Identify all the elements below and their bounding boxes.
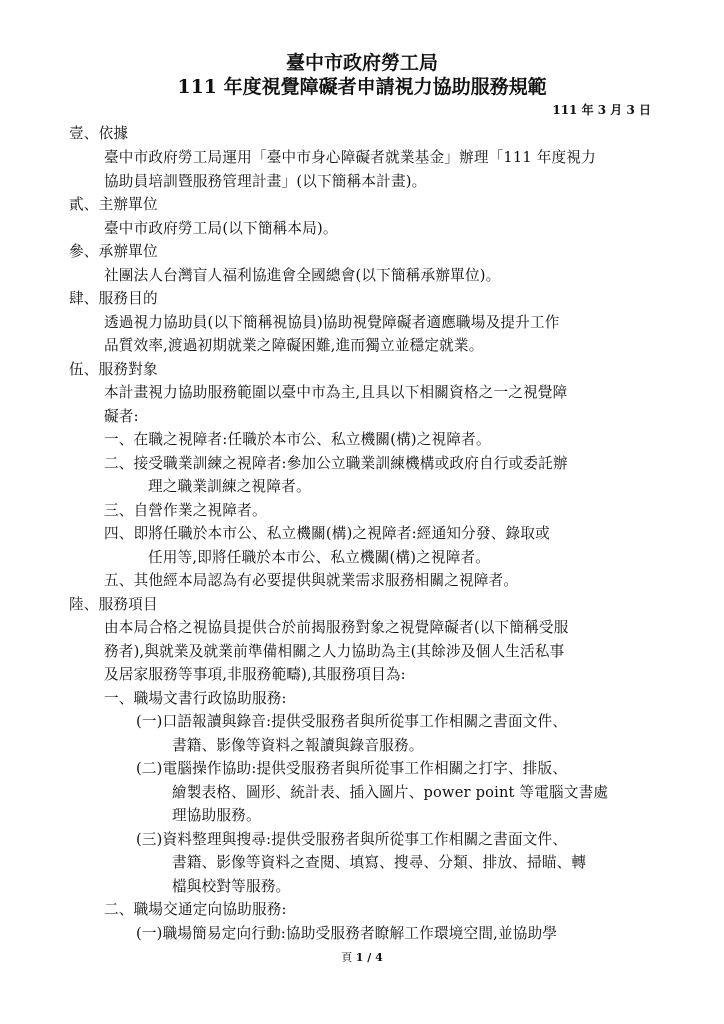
paragraph-line: 務者),與就業及就業前準備相關之人力協助為主(其餘涉及個人生活私事 bbox=[104, 643, 565, 660]
section-heading-2: 貳、主辦單位 bbox=[69, 196, 158, 213]
paragraph-line: 社團法人台灣盲人福利協進會全國總會(以下簡稱承辦單位)。 bbox=[104, 267, 501, 284]
paragraph-line: 及居家服務等事項,非服務範疇),其服務項目為: bbox=[104, 666, 406, 683]
paragraph-line: 本計畫視力協助服務範圍以臺中市為主,且具以下相關資格之一之視覺障 bbox=[104, 384, 568, 401]
sub-list-item-continued: 理協助服務。 bbox=[172, 807, 261, 824]
sub-list-item: (三)資料整理與搜尋:提供受服務者與所從事工作相關之書面文件、 bbox=[136, 831, 568, 848]
section-heading-1: 壹、依據 bbox=[69, 125, 129, 142]
page-number: 1 / 4 bbox=[355, 951, 383, 964]
list-item: 二、職場交通定向協助服務: bbox=[104, 901, 287, 918]
document-title: 111 年度視覺障礙者申請視力協助服務規範 bbox=[177, 76, 547, 98]
list-item-continued: 任用等,即將任職於本市公、私立機關(構)之視障者。 bbox=[148, 549, 491, 566]
list-item: 四、即將任職於本市公、私立機關(構)之視障者:經通知分發、錄取或 bbox=[104, 525, 550, 542]
paragraph-line: 由本局合格之視協員提供合於前揭服務對象之視覺障礙者(以下簡稱受服 bbox=[104, 619, 569, 636]
sub-list-item: (一)口語報讀與錄音:提供受服務者與所從事工作相關之書面文件、 bbox=[136, 713, 568, 730]
sub-list-item: (二)電腦操作協助:提供受服務者與所從事工作相關之打字、排版、 bbox=[136, 760, 568, 777]
list-item: 一、職場文書行政協助服務: bbox=[104, 690, 287, 707]
paragraph-line: 協助員培訓暨服務管理計畫」(以下簡稱本計畫)。 bbox=[104, 173, 427, 190]
paragraph-line: 品質效率,渡過初期就業之障礙困難,進而獨立並穩定就業。 bbox=[104, 337, 484, 354]
section-heading-5: 伍、服務對象 bbox=[69, 361, 158, 378]
paragraph-line: 礙者: bbox=[104, 408, 139, 425]
section-heading-4: 肆、服務目的 bbox=[69, 290, 158, 307]
paragraph-line: 臺中市政府勞工局(以下簡稱本局)。 bbox=[104, 220, 338, 237]
document-date: 111 年 3 月 3 日 bbox=[552, 103, 651, 117]
page-label: 頁 bbox=[341, 951, 353, 964]
section-heading-6: 陸、服務項目 bbox=[69, 596, 158, 613]
paragraph-line: 透過視力協助員(以下簡稱視協員)協助視覺障礙者適應職場及提升工作 bbox=[104, 314, 560, 331]
sub-list-item-continued: 書籍、影像等資料之報讀與錄音服務。 bbox=[172, 737, 424, 754]
sub-list-item-continued: 繪製表格、圖形、統計表、插入圖片、power point 等電腦文書處 bbox=[172, 784, 609, 801]
section-heading-3: 參、承辦單位 bbox=[69, 243, 158, 260]
document-title-agency: 臺中市政府勞工局 bbox=[285, 52, 438, 74]
list-item: 一、在職之視障者:任職於本市公、私立機關(構)之視障者。 bbox=[104, 431, 491, 448]
sub-list-item-continued: 書籍、影像等資料之查閱、填寫、搜尋、分類、排放、掃瞄、轉 bbox=[172, 854, 587, 871]
list-item: 三、自營作業之視障者。 bbox=[104, 502, 267, 519]
list-item-continued: 理之職業訓練之視障者。 bbox=[148, 478, 311, 495]
list-item: 二、接受職業訓練之視障者:參加公立職業訓練機構或政府自行或委託辦 bbox=[104, 455, 568, 472]
list-item: 五、其他經本局認為有必要提供與就業需求服務相關之視障者。 bbox=[104, 572, 519, 589]
page-footer bbox=[0, 951, 724, 965]
sub-list-item-continued: 檔與校對等服務。 bbox=[172, 878, 291, 895]
paragraph-line: 臺中市政府勞工局運用「臺中市身心障礙者就業基金」辦理「111 年度視力 bbox=[104, 149, 596, 166]
sub-list-item: (一)職場簡易定向行動:協助受服務者瞭解工作環境空間,並協助學 bbox=[136, 925, 558, 942]
